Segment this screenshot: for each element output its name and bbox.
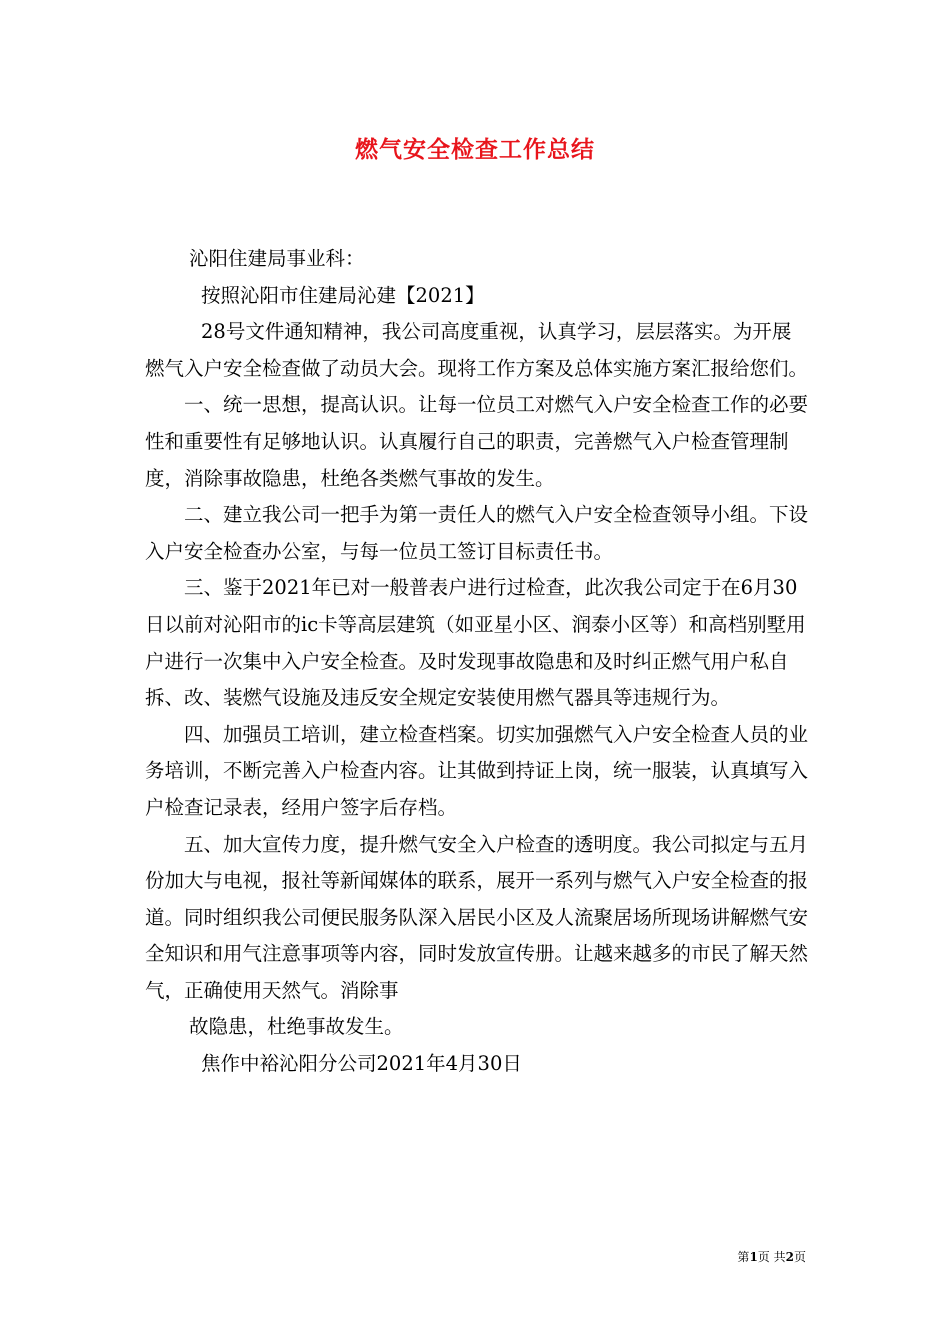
paragraph-1: 一、统一思想，提高认识。让每一位员工对燃气入户安全检查工作的必要性和重要性有足够地认识。认真履行自己的职责，完善燃气入户检查管理制度，消除事故隐患，杜绝各类燃气事故的发生。 [145, 393, 809, 490]
page-prefix: 第 [737, 1250, 750, 1264]
page-current: 1 [749, 1250, 758, 1264]
page-number [737, 1249, 806, 1265]
signature: 焦作中裕沁阳分公司2021年4月30日 [201, 1052, 522, 1076]
paragraph-3: 三、鉴于2021年已对一般普表户进行过检查，此次我公司定于在6月30日以前对沁阳市的ic卡等高层建筑（如亚星小区、润泰小区等）和高档别墅用户进行一次集中入户安全检查。及时发现事故隐患和及时纠正燃气用户私自拆、改、装燃气设施及违反安全规定安装使用燃气器具等违规行为。 [145, 576, 806, 710]
page-mid: 页 共 [757, 1250, 786, 1264]
document-body [145, 241, 810, 1083]
page-suffix: 页 [793, 1250, 806, 1264]
page-total: 2 [785, 1250, 794, 1264]
paragraph-5: 五、加大宣传力度，提升燃气安全入户检查的透明度。我公司拟定与五月份加大与电视，报社等新闻媒体的联系，展开一系列与燃气入户安全检查的报道。同时组织我公司便民服务队深入居民小区及人流聚居场所现场讲解燃气安全知识和用气注意事项等内容，同时发放宣传册。让越来越多的市民了解天然气，正确使用天然气。消除事 [145, 832, 809, 1002]
paragraph-2: 二、建立我公司一把手为第一责任人的燃气入户安全检查领导小组。下设入户安全检查办公室，与每一位员工签订目标责任书。 [145, 503, 809, 563]
salutation: 沁阳住建局事业科： [189, 247, 365, 270]
paragraph-4: 四、加强员工培训，建立检查档案。切实加强燃气入户安全检查人员的业务培训，不断完善入户检查内容。让其做到持证上岗，统一服装，认真填写入户检查记录表，经用户签字后存档。 [145, 722, 809, 819]
paragraph-intro-2 [145, 314, 810, 387]
paragraph-6: 故隐患，杜绝事故发生。 [189, 1015, 404, 1039]
paragraph-intro-1: 按照沁阳市住建局沁建【2021】 [201, 283, 485, 307]
document-title: 燃气安全检查工作总结 [355, 136, 595, 163]
paragraph-intro-2-text: 28号文件通知精神，我公司高度重视，认真学习，层层落实。为开展燃气入户安全检查做了动员大会。现将工作方案及总体实施方案汇报给您们。 [145, 320, 809, 380]
